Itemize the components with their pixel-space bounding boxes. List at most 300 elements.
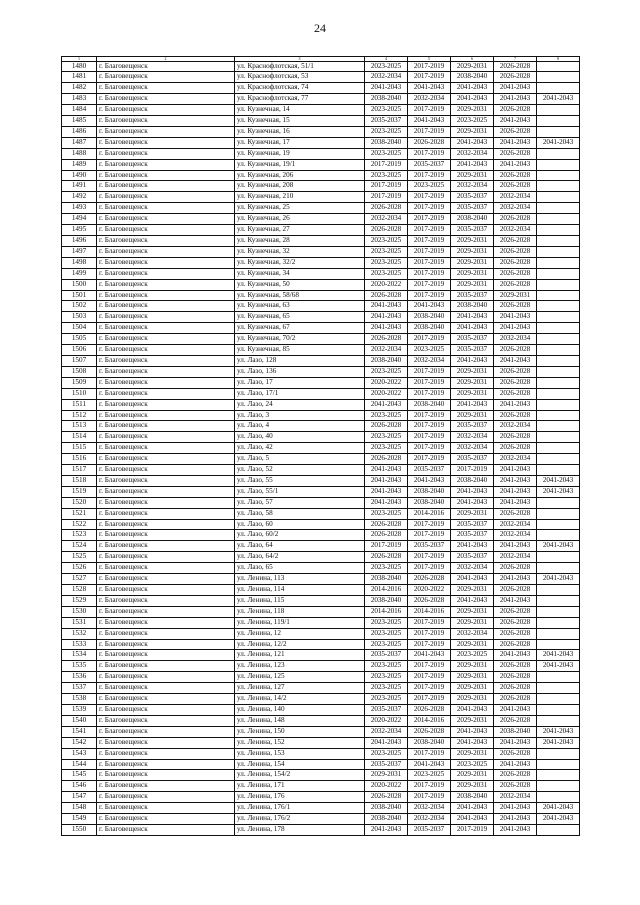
period-col4-cell: 2023-2025 [365, 617, 408, 628]
period-col4-cell: 2041-2043 [365, 312, 408, 323]
period-col6-cell: 2029-2031 [451, 279, 494, 290]
address-cell: ул. Лазо, 55 [235, 475, 365, 486]
period-col5-cell: 2035-2037 [408, 159, 451, 170]
period-col4-cell: 2023-2025 [365, 563, 408, 574]
period-col8-cell [537, 759, 580, 770]
period-col6-cell: 2038-2040 [451, 475, 494, 486]
period-col5-cell: 2017-2019 [408, 748, 451, 759]
row-number: 1483 [62, 94, 97, 105]
period-col6-cell: 2041-2043 [451, 355, 494, 366]
row-number: 1509 [62, 377, 97, 388]
table-row [62, 530, 580, 541]
row-number: 1539 [62, 704, 97, 715]
row-number: 1506 [62, 345, 97, 356]
period-col7-cell: 2041-2043 [494, 759, 537, 770]
period-col5-cell: 2041-2043 [408, 650, 451, 661]
column-number: 5 [408, 57, 451, 62]
period-col7-cell: 2041-2043 [494, 312, 537, 323]
table-row [62, 552, 580, 563]
address-cell: ул. Лазо, 60/2 [235, 530, 365, 541]
period-col8-cell [537, 72, 580, 83]
period-col8-cell [537, 148, 580, 159]
table-row [62, 399, 580, 410]
city-cell: г. Благовещенск [97, 606, 235, 617]
period-col7-cell: 2032-2034 [494, 203, 537, 214]
address-cell: ул. Кузнечная, 17 [235, 137, 365, 148]
period-col5-cell: 2017-2019 [408, 203, 451, 214]
period-col5-cell: 2017-2019 [408, 672, 451, 683]
city-cell: г. Благовещенск [97, 617, 235, 628]
period-col6-cell: 2029-2031 [451, 377, 494, 388]
period-col5-cell: 2032-2034 [408, 355, 451, 366]
period-col4-cell: 2014-2016 [365, 606, 408, 617]
city-cell: г. Благовещенск [97, 246, 235, 257]
row-number: 1496 [62, 236, 97, 247]
period-col8-cell [537, 181, 580, 192]
row-number: 1532 [62, 628, 97, 639]
table-row [62, 497, 580, 508]
period-col7-cell: 2026-2028 [494, 770, 537, 781]
period-col5-cell: 2032-2034 [408, 803, 451, 814]
period-col7-cell: 2041-2043 [494, 137, 537, 148]
period-col8-cell [537, 214, 580, 225]
period-col8-cell [537, 268, 580, 279]
period-col5-cell: 2017-2019 [408, 148, 451, 159]
address-cell: ул. Кузнечная, 19 [235, 148, 365, 159]
period-col6-cell: 2029-2031 [451, 61, 494, 72]
table-row [62, 236, 580, 247]
period-col8-cell [537, 683, 580, 694]
period-col4-cell: 2026-2028 [365, 454, 408, 465]
period-col4-cell: 2029-2031 [365, 770, 408, 781]
row-number: 1481 [62, 72, 97, 83]
row-number: 1502 [62, 301, 97, 312]
period-col5-cell: 2038-2040 [408, 312, 451, 323]
city-cell: г. Благовещенск [97, 639, 235, 650]
address-cell: ул. Кузнечная, 85 [235, 345, 365, 356]
row-number: 1537 [62, 683, 97, 694]
period-col7-cell: 2038-2040 [494, 726, 537, 737]
city-cell: г. Благовещенск [97, 192, 235, 203]
address-cell: ул. Лазо, 128 [235, 355, 365, 366]
period-col6-cell: 2041-2043 [451, 83, 494, 94]
period-col5-cell: 2017-2019 [408, 334, 451, 345]
row-number: 1543 [62, 748, 97, 759]
period-col6-cell: 2041-2043 [451, 486, 494, 497]
row-number: 1495 [62, 225, 97, 236]
period-col8-cell [537, 824, 580, 835]
city-cell: г. Благовещенск [97, 454, 235, 465]
row-number: 1534 [62, 650, 97, 661]
table-row [62, 246, 580, 257]
table-row [62, 377, 580, 388]
address-cell: ул. Ленина, 12/2 [235, 639, 365, 650]
address-cell: ул. Лазо, 42 [235, 443, 365, 454]
city-cell: г. Благовещенск [97, 105, 235, 116]
row-number: 1515 [62, 443, 97, 454]
period-col5-cell: 2017-2019 [408, 246, 451, 257]
period-col4-cell: 2023-2025 [365, 105, 408, 116]
period-col8-cell [537, 530, 580, 541]
row-number: 1535 [62, 661, 97, 672]
period-col8-cell [537, 83, 580, 94]
period-col4-cell: 2014-2016 [365, 585, 408, 596]
address-cell: ул. Ленина, 152 [235, 737, 365, 748]
period-col7-cell: 2026-2028 [494, 628, 537, 639]
row-number: 1546 [62, 781, 97, 792]
column-number: 8 [537, 57, 580, 62]
period-col5-cell: 2038-2040 [408, 497, 451, 508]
address-cell: ул. Кузнечная, 70/2 [235, 334, 365, 345]
registry-table-body [62, 57, 580, 836]
period-col4-cell: 2023-2025 [365, 508, 408, 519]
period-col6-cell: 2029-2031 [451, 617, 494, 628]
city-cell: г. Благовещенск [97, 803, 235, 814]
period-col5-cell: 2041-2043 [408, 301, 451, 312]
period-col5-cell: 2032-2034 [408, 814, 451, 825]
period-col8-cell [537, 595, 580, 606]
address-cell: ул. Лазо, 52 [235, 465, 365, 476]
period-col4-cell: 2041-2043 [365, 301, 408, 312]
period-col8-cell [537, 694, 580, 705]
period-col8-cell [537, 792, 580, 803]
period-col5-cell: 2017-2019 [408, 290, 451, 301]
period-col8-cell [537, 454, 580, 465]
period-col4-cell: 2026-2028 [365, 290, 408, 301]
row-number: 1490 [62, 170, 97, 181]
period-col8-cell: 2041-2043 [537, 486, 580, 497]
period-col4-cell: 2017-2019 [365, 159, 408, 170]
address-cell: ул. Лазо, 5 [235, 454, 365, 465]
row-number: 1508 [62, 366, 97, 377]
address-cell: ул. Лазо, 64 [235, 541, 365, 552]
period-col6-cell: 2035-2037 [451, 552, 494, 563]
address-cell: ул. Лазо, 136 [235, 366, 365, 377]
period-col4-cell: 2038-2040 [365, 137, 408, 148]
period-col5-cell: 2017-2019 [408, 236, 451, 247]
period-col6-cell: 2032-2034 [451, 181, 494, 192]
period-col7-cell: 2041-2043 [494, 497, 537, 508]
period-col6-cell: 2029-2031 [451, 672, 494, 683]
table-row [62, 454, 580, 465]
row-number: 1524 [62, 541, 97, 552]
period-col7-cell: 2026-2028 [494, 377, 537, 388]
period-col6-cell: 2032-2034 [451, 432, 494, 443]
row-number: 1507 [62, 355, 97, 366]
row-number: 1511 [62, 399, 97, 410]
period-col8-cell [537, 781, 580, 792]
city-cell: г. Благовещенск [97, 312, 235, 323]
period-col8-cell [537, 126, 580, 137]
table-row [62, 432, 580, 443]
period-col6-cell: 2041-2043 [451, 137, 494, 148]
table-row [62, 159, 580, 170]
period-col7-cell: 2026-2028 [494, 345, 537, 356]
address-cell: ул. Кузнечная, 27 [235, 225, 365, 236]
table-row [62, 214, 580, 225]
period-col5-cell: 2017-2019 [408, 410, 451, 421]
period-col8-cell [537, 410, 580, 421]
city-cell: г. Благовещенск [97, 563, 235, 574]
row-number: 1486 [62, 126, 97, 137]
period-col5-cell: 2017-2019 [408, 192, 451, 203]
period-col7-cell: 2026-2028 [494, 301, 537, 312]
period-col4-cell: 2023-2025 [365, 61, 408, 72]
period-col5-cell: 2026-2028 [408, 704, 451, 715]
period-col8-cell: 2041-2043 [537, 737, 580, 748]
period-col5-cell: 2017-2019 [408, 552, 451, 563]
period-col8-cell: 2041-2043 [537, 94, 580, 105]
table-row [62, 312, 580, 323]
row-number: 1547 [62, 792, 97, 803]
period-col7-cell: 2041-2043 [494, 399, 537, 410]
period-col6-cell: 2041-2043 [451, 159, 494, 170]
period-col8-cell [537, 672, 580, 683]
period-col7-cell: 2026-2028 [494, 661, 537, 672]
row-number: 1482 [62, 83, 97, 94]
address-cell: ул. Лазо, 65 [235, 563, 365, 574]
row-number: 1526 [62, 563, 97, 574]
column-number: 4 [365, 57, 408, 62]
period-col8-cell [537, 355, 580, 366]
period-col7-cell: 2032-2034 [494, 334, 537, 345]
table-row [62, 410, 580, 421]
city-cell: г. Благовещенск [97, 694, 235, 705]
row-number: 1540 [62, 715, 97, 726]
period-col6-cell: 2035-2037 [451, 225, 494, 236]
period-col5-cell: 2017-2019 [408, 617, 451, 628]
period-col4-cell: 2032-2034 [365, 214, 408, 225]
city-cell: г. Благовещенск [97, 704, 235, 715]
address-cell: ул. Кузнечная, 58/68 [235, 290, 365, 301]
row-number: 1542 [62, 737, 97, 748]
address-cell: ул. Лазо, 4 [235, 421, 365, 432]
period-col6-cell: 2041-2043 [451, 94, 494, 105]
row-number: 1497 [62, 246, 97, 257]
table-row [62, 748, 580, 759]
period-col7-cell: 2026-2028 [494, 694, 537, 705]
period-col4-cell: 2020-2022 [365, 388, 408, 399]
city-cell: г. Благовещенск [97, 345, 235, 356]
period-col7-cell: 2026-2028 [494, 366, 537, 377]
period-col6-cell: 2023-2025 [451, 650, 494, 661]
address-cell: ул. Ленина, 171 [235, 781, 365, 792]
table-row [62, 421, 580, 432]
row-number: 1489 [62, 159, 97, 170]
period-col7-cell: 2026-2028 [494, 246, 537, 257]
table-row [62, 606, 580, 617]
city-cell: г. Благовещенск [97, 137, 235, 148]
table-row [62, 737, 580, 748]
table-row [62, 279, 580, 290]
period-col6-cell: 2023-2025 [451, 759, 494, 770]
table-row [62, 486, 580, 497]
address-cell: ул. Кузнечная, 25 [235, 203, 365, 214]
city-cell: г. Благовещенск [97, 334, 235, 345]
period-col4-cell: 2023-2025 [365, 366, 408, 377]
period-col7-cell: 2026-2028 [494, 585, 537, 596]
column-number: 2 [97, 57, 235, 62]
period-col5-cell: 2017-2019 [408, 72, 451, 83]
period-col8-cell [537, 443, 580, 454]
period-col7-cell: 2041-2043 [494, 486, 537, 497]
period-col6-cell: 2017-2019 [451, 824, 494, 835]
table-row [62, 694, 580, 705]
period-col4-cell: 2041-2043 [365, 323, 408, 334]
address-cell: ул. Ленина, 140 [235, 704, 365, 715]
period-col8-cell [537, 552, 580, 563]
table-row [62, 83, 580, 94]
city-cell: г. Благовещенск [97, 279, 235, 290]
address-cell: ул. Кузнечная, 210 [235, 192, 365, 203]
period-col7-cell: 2041-2043 [494, 159, 537, 170]
period-col8-cell [537, 388, 580, 399]
period-col6-cell: 2029-2031 [451, 170, 494, 181]
address-cell: ул. Кузнечная, 50 [235, 279, 365, 290]
period-col7-cell: 2041-2043 [494, 323, 537, 334]
row-number: 1519 [62, 486, 97, 497]
row-number: 1492 [62, 192, 97, 203]
address-cell: ул. Ленина, 119/1 [235, 617, 365, 628]
table-row [62, 323, 580, 334]
period-col7-cell: 2026-2028 [494, 683, 537, 694]
period-col8-cell [537, 465, 580, 476]
period-col6-cell: 2035-2037 [451, 519, 494, 530]
period-col5-cell: 2017-2019 [408, 170, 451, 181]
period-col8-cell: 2041-2043 [537, 650, 580, 661]
period-col6-cell: 2029-2031 [451, 661, 494, 672]
period-col5-cell: 2017-2019 [408, 694, 451, 705]
period-col5-cell: 2023-2025 [408, 345, 451, 356]
table-row [62, 683, 580, 694]
period-col8-cell [537, 497, 580, 508]
address-cell: ул. Кузнечная, 32 [235, 246, 365, 257]
address-cell: ул. Ленина, 125 [235, 672, 365, 683]
period-col4-cell: 2038-2040 [365, 94, 408, 105]
row-number: 1522 [62, 519, 97, 530]
period-col4-cell: 2041-2043 [365, 737, 408, 748]
period-col6-cell: 2032-2034 [451, 563, 494, 574]
period-col8-cell [537, 704, 580, 715]
period-col4-cell: 2023-2025 [365, 672, 408, 683]
city-cell: г. Благовещенск [97, 759, 235, 770]
row-number: 1529 [62, 595, 97, 606]
period-col4-cell: 2026-2028 [365, 552, 408, 563]
period-col7-cell: 2026-2028 [494, 508, 537, 519]
table-row [62, 137, 580, 148]
period-col5-cell: 2032-2034 [408, 94, 451, 105]
period-col5-cell: 2035-2037 [408, 465, 451, 476]
period-col7-cell: 2026-2028 [494, 126, 537, 137]
period-col5-cell: 2017-2019 [408, 377, 451, 388]
period-col5-cell: 2017-2019 [408, 530, 451, 541]
table-row [62, 792, 580, 803]
row-number: 1485 [62, 116, 97, 127]
address-cell: ул. Кузнечная, 63 [235, 301, 365, 312]
address-cell: ул. Лазо, 55/1 [235, 486, 365, 497]
period-col4-cell: 2023-2025 [365, 748, 408, 759]
period-col4-cell: 2023-2025 [365, 148, 408, 159]
table-row [62, 61, 580, 72]
period-col4-cell: 2026-2028 [365, 225, 408, 236]
period-col6-cell: 2041-2043 [451, 497, 494, 508]
row-number: 1488 [62, 148, 97, 159]
period-col4-cell: 2026-2028 [365, 334, 408, 345]
table-row [62, 726, 580, 737]
period-col7-cell: 2026-2028 [494, 617, 537, 628]
period-col6-cell: 2029-2031 [451, 748, 494, 759]
period-col4-cell: 2023-2025 [365, 628, 408, 639]
city-cell: г. Благовещенск [97, 214, 235, 225]
address-cell: ул. Ленина, 176/1 [235, 803, 365, 814]
period-col7-cell: 2026-2028 [494, 563, 537, 574]
city-cell: г. Благовещенск [97, 126, 235, 137]
row-number: 1503 [62, 312, 97, 323]
address-cell: ул. Лазо, 58 [235, 508, 365, 519]
period-col7-cell: 2032-2034 [494, 792, 537, 803]
period-col7-cell: 2026-2028 [494, 268, 537, 279]
period-col5-cell: 2017-2019 [408, 661, 451, 672]
table-row [62, 781, 580, 792]
period-col4-cell: 2023-2025 [365, 443, 408, 454]
table-row [62, 116, 580, 127]
address-cell: ул. Ленина, 115 [235, 595, 365, 606]
period-col5-cell: 2023-2025 [408, 770, 451, 781]
address-cell: ул. Ленина, 114 [235, 585, 365, 596]
address-cell: ул. Кузнечная, 14 [235, 105, 365, 116]
row-number: 1516 [62, 454, 97, 465]
registry-table [61, 56, 580, 836]
period-col5-cell: 2017-2019 [408, 443, 451, 454]
period-col6-cell: 2029-2031 [451, 770, 494, 781]
period-col7-cell: 2041-2043 [494, 541, 537, 552]
row-number: 1545 [62, 770, 97, 781]
period-col7-cell: 2041-2043 [494, 595, 537, 606]
period-col4-cell: 2041-2043 [365, 486, 408, 497]
city-cell: г. Благовещенск [97, 443, 235, 454]
period-col6-cell: 2035-2037 [451, 334, 494, 345]
address-cell: ул. Ленина, 153 [235, 748, 365, 759]
period-col4-cell: 2017-2019 [365, 541, 408, 552]
column-number: 7 [494, 57, 537, 62]
period-col6-cell: 2035-2037 [451, 454, 494, 465]
period-col8-cell [537, 323, 580, 334]
period-col5-cell: 2041-2043 [408, 475, 451, 486]
period-col7-cell: 2032-2034 [494, 225, 537, 236]
address-cell: ул. Ленина, 12 [235, 628, 365, 639]
period-col6-cell: 2035-2037 [451, 345, 494, 356]
row-number: 1521 [62, 508, 97, 519]
address-cell: ул. Краснофлотская, 77 [235, 94, 365, 105]
period-col8-cell [537, 421, 580, 432]
table-row [62, 814, 580, 825]
period-col5-cell: 2014-2016 [408, 606, 451, 617]
period-col7-cell: 2041-2043 [494, 814, 537, 825]
row-number: 1505 [62, 334, 97, 345]
period-col7-cell: 2026-2028 [494, 443, 537, 454]
address-cell: ул. Ленина, 150 [235, 726, 365, 737]
period-col5-cell: 2035-2037 [408, 541, 451, 552]
period-col5-cell: 2041-2043 [408, 83, 451, 94]
period-col8-cell [537, 61, 580, 72]
period-col6-cell: 2017-2019 [451, 465, 494, 476]
period-col4-cell: 2026-2028 [365, 519, 408, 530]
period-col8-cell [537, 748, 580, 759]
city-cell: г. Благовещенск [97, 530, 235, 541]
period-col7-cell: 2041-2043 [494, 94, 537, 105]
period-col7-cell: 2026-2028 [494, 148, 537, 159]
city-cell: г. Благовещенск [97, 366, 235, 377]
